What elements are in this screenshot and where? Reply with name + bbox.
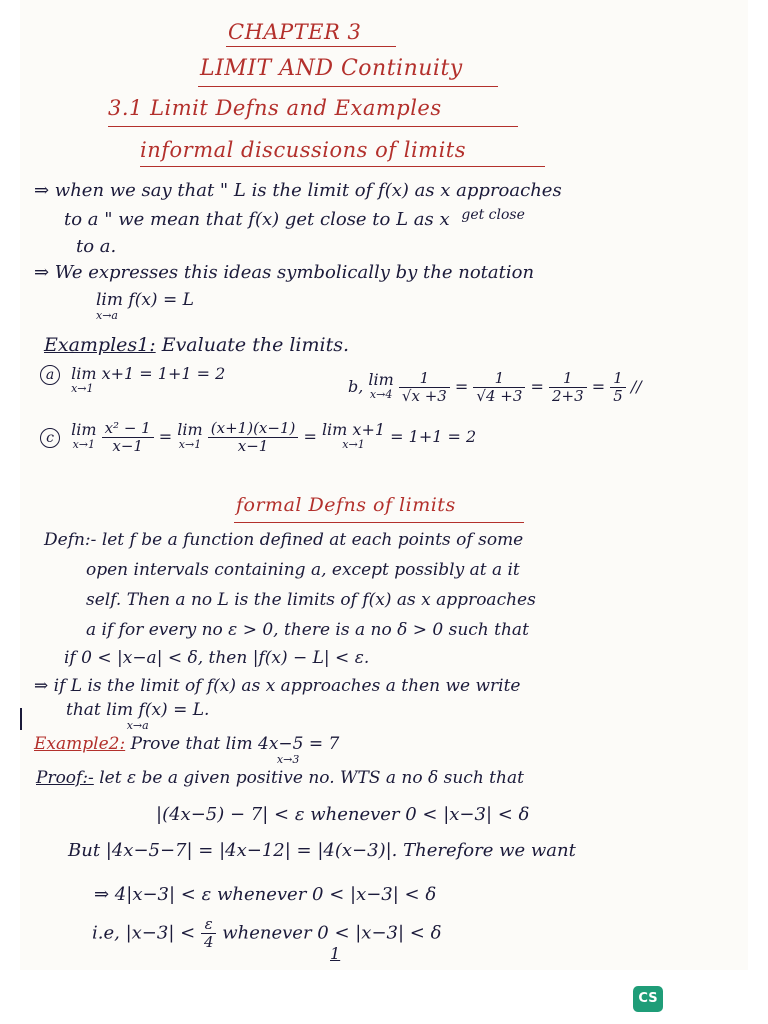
subsection-underline bbox=[140, 166, 545, 167]
example2-sub: x→3 bbox=[276, 753, 300, 766]
part-c-frac-2 bbox=[208, 420, 299, 455]
informal-line-4: ⇒ We expresses this ideas symbolically by the notation bbox=[34, 262, 535, 283]
example1-part-a bbox=[40, 364, 225, 395]
remark-group bbox=[66, 700, 209, 732]
part-a-sub: x→1 bbox=[71, 382, 94, 395]
example1-label: Examples1: bbox=[44, 334, 156, 356]
part-c-marker: c bbox=[40, 428, 60, 448]
proof-line-1-text: let ε be a given positive no. WTS a no δ such that bbox=[99, 768, 524, 788]
defn-line-5: if 0 < |x−a| < δ, then |f(x) − L| < ε. bbox=[64, 648, 370, 668]
page-number: 1 bbox=[330, 944, 341, 963]
chapter-underline bbox=[226, 46, 396, 47]
page-title: LIMIT AND Continuity bbox=[200, 56, 463, 81]
example2-label: Example2: bbox=[34, 734, 126, 754]
remark-sub: x→a bbox=[126, 719, 149, 732]
part-c-lim-text: lim bbox=[71, 420, 97, 439]
formal-heading: formal Defns of limits bbox=[236, 494, 456, 516]
example2-text: Prove that lim 4x−5 = 7 bbox=[130, 734, 340, 754]
informal-line-2-text: to a " we mean that f(x) get close to L as x bbox=[64, 209, 450, 230]
camscanner-badge: CS bbox=[633, 986, 663, 1012]
example2-heading bbox=[34, 734, 339, 766]
part-c-sub2: x→1 bbox=[178, 438, 202, 451]
example1-heading bbox=[44, 334, 349, 356]
part-c-lim-3 bbox=[322, 420, 385, 451]
defn-line-2: open intervals containing a, except possibly at a it bbox=[86, 560, 520, 580]
title-underline bbox=[198, 86, 498, 87]
part-c-lim3-text: lim x+1 bbox=[321, 420, 386, 439]
part-b-frac-2 bbox=[473, 370, 525, 405]
frac-den: x−1 bbox=[237, 437, 269, 455]
remark-line-1: ⇒ if L is the limit of f(x) as x approaches a then we write bbox=[34, 676, 521, 696]
informal-correction: get close bbox=[461, 207, 525, 223]
proof-line-2: |(4x−5) − 7| < ε whenever 0 < |x−3| < δ bbox=[156, 804, 530, 825]
remark-line-2 bbox=[66, 700, 209, 732]
frac-den: 2+3 bbox=[551, 387, 584, 405]
informal-line-1: ⇒ when we say that " L is the limit of f(x) as x approaches bbox=[34, 180, 562, 201]
part-c-lim-2 bbox=[177, 420, 202, 451]
part-b-sub: x→4 bbox=[369, 388, 393, 401]
proof-line-5-start: i.e, |x−3| < bbox=[92, 922, 196, 944]
limit-notation-expr: lim f(x) = L bbox=[96, 290, 194, 310]
frac-den: 4 bbox=[203, 933, 214, 951]
margin-mark bbox=[20, 708, 22, 730]
part-b-frac-3 bbox=[549, 370, 587, 405]
limit-notation-sub: x→a bbox=[96, 309, 118, 322]
proof-line-3: But |4x−5−7| = |4x−12| = |4(x−3)|. Therefore we want bbox=[68, 840, 576, 861]
part-c-frac-1 bbox=[102, 420, 154, 455]
section-underline bbox=[108, 126, 518, 127]
part-c-end: = 1+1 = 2 bbox=[390, 427, 477, 446]
proof-line-5 bbox=[92, 916, 441, 951]
part-a-marker: a bbox=[40, 365, 60, 385]
defn-line-1 bbox=[44, 530, 523, 550]
proof-line-4: ⇒ 4|x−3| < ε whenever 0 < |x−3| < δ bbox=[94, 884, 437, 905]
proof-line-5-frac bbox=[201, 916, 217, 951]
part-c-lim2-text: lim bbox=[177, 420, 203, 439]
frac-den: √4 +3 bbox=[476, 387, 523, 405]
frac-den: x−1 bbox=[112, 437, 143, 455]
proof-label: Proof:- bbox=[36, 768, 94, 788]
defn-label: Defn:- bbox=[44, 530, 97, 550]
part-b-end: // bbox=[630, 377, 642, 396]
limit-notation-group bbox=[96, 290, 194, 322]
part-b-lim-text: lim bbox=[368, 370, 394, 389]
part-c-sub3: x→1 bbox=[342, 438, 365, 451]
frac-num: 1 bbox=[610, 370, 626, 388]
subsection-heading: informal discussions of limits bbox=[140, 138, 467, 162]
example1-part-b: b, lim x→4 $\frac{1}{√x +3}$ = $\frac{1}{√4 +3}$ = $\frac{1}{2+3}$ = $\frac{1}{5}$ // bbox=[348, 369, 642, 405]
frac-den: 5 bbox=[613, 387, 623, 405]
part-c-lim-1 bbox=[71, 420, 96, 451]
informal-line-2 bbox=[64, 207, 525, 230]
frac-num: 1 bbox=[473, 370, 525, 388]
defn-line-1-text: let f be a function defined at each points of some bbox=[101, 530, 524, 550]
example1-text: Evaluate the limits. bbox=[161, 334, 350, 356]
proof-line-5-end: whenever 0 < |x−3| < δ bbox=[222, 922, 442, 944]
frac-num: x² − 1 bbox=[102, 420, 154, 438]
frac-num: 1 bbox=[549, 370, 587, 388]
part-a-group bbox=[71, 364, 225, 395]
frac-den: √x +3 bbox=[401, 387, 447, 405]
part-b-frac-1 bbox=[399, 370, 450, 405]
defn-line-4: a if for every no ε > 0, there is a no δ > 0 such that bbox=[86, 620, 529, 640]
frac-num: (x+1)(x−1) bbox=[208, 420, 299, 438]
remark-line-2-text: that lim f(x) = L. bbox=[66, 700, 210, 720]
chapter-heading: CHAPTER 3 bbox=[228, 20, 362, 44]
example1-part-c: c lim x→1 $\frac{\text{x² − 1}}{x-1}$ = lim x→1 $\frac{(x+1)(x-1)}{x-1}$ = lim x+1 x→1 = 1+1 = 2 bbox=[40, 420, 476, 455]
part-a-expr: lim x+1 = 1+1 = 2 bbox=[71, 364, 226, 383]
proof-line-1 bbox=[36, 768, 524, 788]
defn-line-3: self. Then a no L is the limits of f(x) as x approaches bbox=[86, 590, 536, 610]
frac-num: 1 bbox=[399, 370, 450, 388]
part-b-marker: b, bbox=[348, 377, 364, 396]
part-b-lim bbox=[368, 370, 393, 401]
part-c-sub: x→1 bbox=[72, 438, 95, 451]
formal-underline bbox=[234, 522, 524, 523]
frac-num: ε bbox=[201, 916, 217, 934]
section-heading: 3.1 Limit Defns and Examples bbox=[108, 96, 442, 120]
part-b-frac-4 bbox=[610, 370, 626, 405]
example2-group bbox=[131, 734, 340, 766]
limit-notation bbox=[96, 290, 194, 322]
informal-line-3: to a. bbox=[76, 236, 117, 257]
